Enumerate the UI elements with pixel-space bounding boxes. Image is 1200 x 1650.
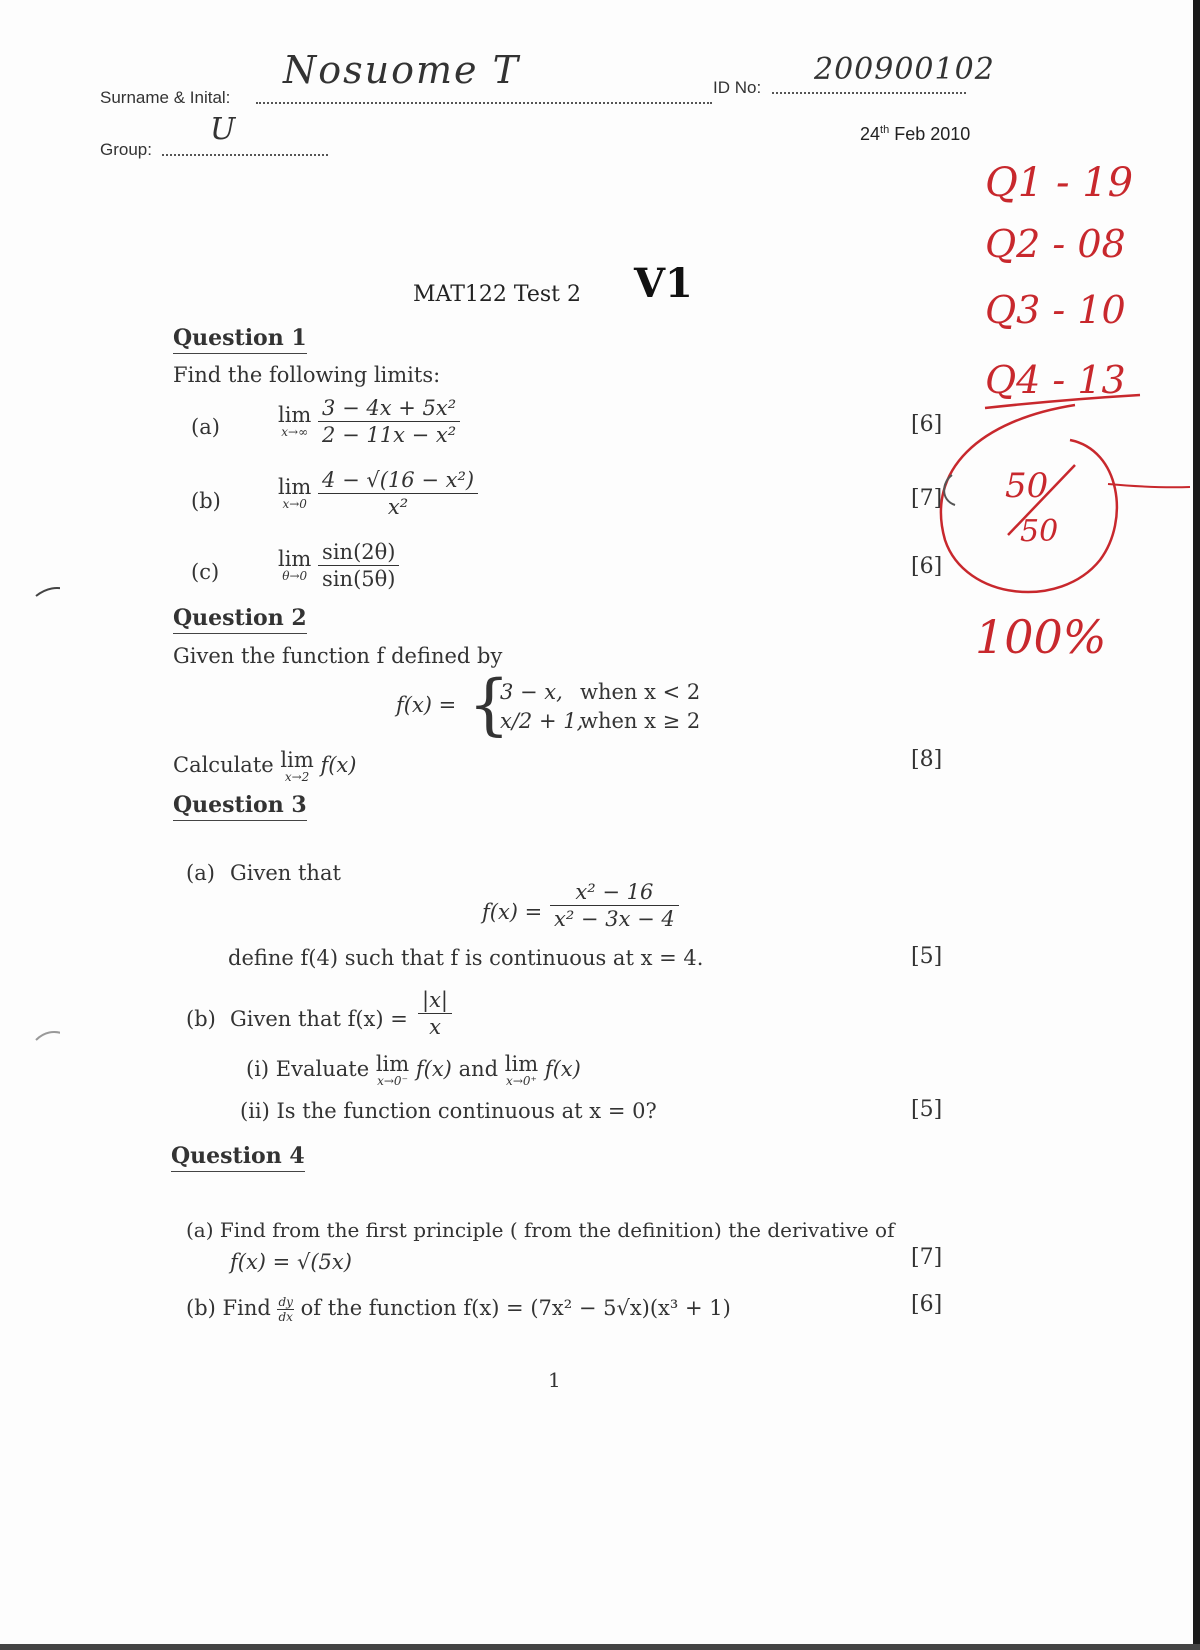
punch-hole-top [36,588,60,596]
q4-heading-text: Question 4 [171,1143,305,1172]
q1b-fraction [318,468,478,519]
total-tail-stroke [1108,484,1190,487]
q2-fx: f(x) [320,753,357,777]
q4a-marks: [7] [911,1245,943,1270]
q1b-expression [278,468,478,519]
q3bi-lim1 [376,1054,409,1087]
q3bii-label: (ii) [240,1099,270,1123]
page-number: 1 [548,1368,561,1392]
q1c-lim [278,549,311,582]
q3b-fraction-wrap [418,988,452,1039]
scan-edge-right [1193,0,1200,1650]
q2-fx-label: f(x) = [396,693,457,717]
q1c-numerator: sin(2θ) [318,540,399,566]
punch-hole-marks [0,0,60,1100]
q3bi-lim2-sub: x→0⁺ [506,1074,537,1088]
q3bi-lim1-sub: x→0⁻ [377,1074,408,1088]
q4a-fx: f(x) = √(5x) [230,1250,352,1274]
q3b-marks: [5] [911,1097,943,1122]
q1b-lim-sub: x→0 [282,497,307,511]
date-month-year: Feb 2010 [894,124,971,144]
q3a-fraction [550,880,679,931]
q2-lim [280,750,313,783]
q1-prompt: Find the following limits: [173,363,441,387]
q2-heading [173,605,307,631]
q2-prompt: Given the function f defined by [173,644,503,668]
id-label: ID No: [713,78,762,97]
q2-calculate [173,750,356,783]
q1c-expression [278,540,399,591]
q1c-fraction [318,540,399,591]
total-score-top: 50 [1005,466,1049,506]
id-dotted-line [772,92,966,94]
grade-q3: Q3 - 10 [985,288,1126,332]
group-label: Group: [100,140,152,159]
q3b-label: (b) [186,1007,216,1031]
q2-lim-word: lim [280,748,314,772]
q3a-marks: [5] [911,944,943,969]
q1c-lim-sub: θ→0 [282,569,308,583]
q3bi-f1: f(x) [415,1057,452,1081]
surname-handwritten: Nosuome T [283,48,520,92]
q2-lim-sub: x→2 [284,770,310,784]
q3a-denominator: x² − 3x − 4 [554,907,675,931]
q1b-numerator: 4 − √(16 − x²) [318,468,478,494]
q3bii-line [240,1099,657,1123]
q4b-dydx [277,1295,293,1324]
q1c-denominator: sin(5θ) [322,567,396,591]
id-handwritten: 200900102 [814,52,995,87]
q3a-label: (a) [186,861,215,885]
q1a-lim-sub: x→∞ [281,425,309,439]
q3b-numerator: |x| [418,988,452,1014]
date-suffix: th [880,124,890,136]
q1a-lim [278,405,311,438]
q3-heading-text: Question 3 [173,792,307,821]
q3a-given: Given that [230,861,341,885]
q1a-denominator: 2 − 11x − x² [322,423,457,447]
total-score-bottom: 50 [1020,514,1059,549]
q1a-expression [278,396,460,447]
q4b-dx: dx [278,1310,293,1324]
q3a-numerator: x² − 16 [550,880,679,906]
q1b-check-tick [944,475,955,505]
q3bi-line [246,1054,581,1087]
q1a-label: (a) [191,415,220,439]
q3b-given: Given that f(x) = [230,1007,408,1031]
q3b-fraction [418,988,452,1039]
q1b-lim [278,477,311,510]
q3bi-and: and [458,1057,499,1081]
q4b-label: (b) [186,1296,216,1320]
q3a-fraction-wrap [550,880,679,931]
q3bi-f2: f(x) [544,1057,581,1081]
q4-heading [171,1143,305,1169]
group-dotted-line [162,154,328,156]
q3bi-label: (i) [246,1057,270,1081]
q4b-find: Find [222,1296,271,1320]
q2-marks: [8] [911,747,943,772]
exam-date [860,124,970,145]
q3bi-evaluate: Evaluate [275,1057,370,1081]
q3b-denominator: x [429,1015,441,1039]
q1a-numerator: 3 − 4x + 5x² [318,396,460,422]
date-day: 24 [860,124,881,144]
course-title: MAT122 Test 2 [413,282,581,307]
q3bii-text: Is the function continuous at x = 0? [276,1099,657,1123]
q4b-line [186,1295,731,1324]
q1b-denominator: x² [387,495,409,519]
q4a-label: (a) [186,1218,214,1242]
q2-case2-expr: x/2 + 1, [500,709,584,733]
q2-case1-cond: when x < 2 [580,680,701,704]
q1c-lim-word: lim [278,547,312,571]
grade-q4: Q4 - 13 [985,358,1126,402]
q3a-define: define f(4) such that f is continuous at x = 4. [228,946,704,970]
surname-label: Surname & Inital: [100,88,231,107]
grade-q2: Q2 - 08 [985,222,1126,266]
q4b-marks: [6] [911,1292,943,1317]
q3a-fx-label: f(x) = [482,900,543,924]
q1-heading-text: Question 1 [173,325,307,354]
surname-dotted-line [256,102,712,104]
q1b-lim-word: lim [278,475,312,499]
q2-case2-cond: when x ≥ 2 [580,709,701,733]
scan-edge-bottom [0,1644,1200,1650]
q1a-lim-word: lim [278,403,312,427]
q3bi-lim2-word: lim [504,1052,539,1076]
percentage-score: 100% [975,610,1107,664]
version-label: V1 [634,260,693,307]
punch-hole-bottom [36,1032,60,1040]
q1c-label: (c) [191,560,220,584]
q1c-marks: [6] [911,554,943,579]
q2-calc-word: Calculate [173,753,274,777]
q1a-fraction [318,396,460,447]
q4b-dy: dy [278,1295,293,1309]
q3bi-lim2 [505,1054,538,1087]
q3-heading [173,792,307,818]
q1b-label: (b) [191,489,221,513]
q4a-line [186,1218,895,1242]
q1-heading [173,325,307,351]
q4b-text: of the function f(x) = (7x² − 5√x)(x³ + 1) [300,1296,731,1320]
q1b-marks: [7] [911,486,943,511]
q2-brace: { [468,666,510,743]
q2-heading-text: Question 2 [173,605,307,634]
q3bi-lim1-word: lim [375,1052,410,1076]
grade-q1: Q1 - 19 [985,160,1134,206]
q4a-text: Find from the first principle ( from the definition) the derivative of [219,1218,895,1242]
q2-case1-expr: 3 − x, [500,680,563,704]
q1a-marks: [6] [911,412,943,437]
group-handwritten: U [210,112,236,147]
